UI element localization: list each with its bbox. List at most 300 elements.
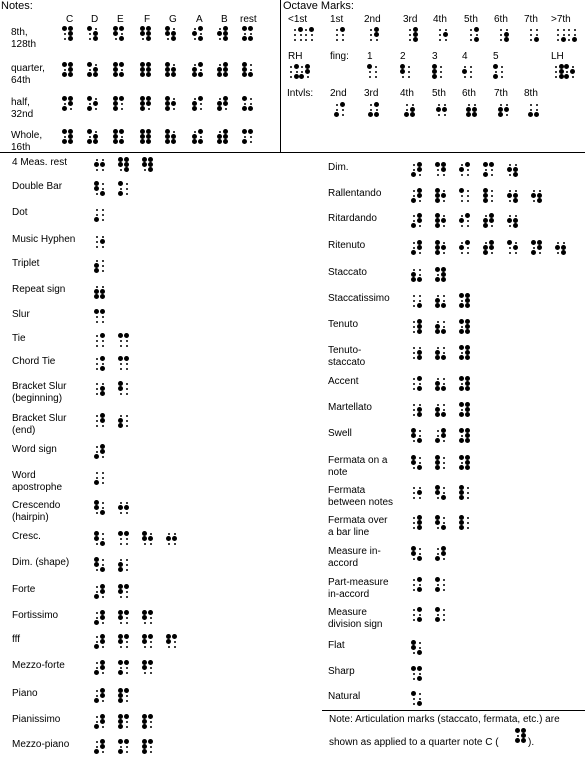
braille-dot-raised — [534, 112, 539, 117]
braille-cell — [94, 444, 104, 460]
braille-dot-flat — [413, 352, 415, 354]
braille-dot-flat — [120, 363, 122, 365]
braille-dot-raised — [242, 72, 247, 77]
braille-cell — [468, 27, 478, 43]
braille-dot-flat — [413, 678, 415, 680]
braille-dot-flat — [375, 66, 377, 68]
braille-dot-raised — [62, 106, 67, 111]
braille-dot-raised — [113, 31, 118, 36]
braille-dot-raised — [572, 37, 577, 42]
braille-dot-raised — [68, 36, 73, 41]
braille-dot-raised — [142, 639, 147, 644]
braille-cell — [435, 293, 445, 309]
braille-dot-flat — [126, 345, 128, 347]
braille-dot-raised — [435, 412, 440, 417]
braille-cell — [367, 64, 377, 80]
braille-dot-flat — [443, 190, 445, 192]
braille-dot-raised — [441, 355, 446, 360]
braille-dot-raised — [441, 303, 446, 308]
braille-dot-raised — [435, 617, 440, 622]
braille-cell — [118, 356, 128, 372]
braille-dot-flat — [121, 103, 123, 105]
braille-dot-flat — [174, 641, 176, 643]
braille-dot-raised — [118, 615, 123, 620]
braille-cell — [94, 688, 104, 704]
braille-cell — [483, 240, 493, 256]
braille-dot-raised — [248, 106, 253, 111]
braille-dot-raised — [166, 639, 171, 644]
braille-dot-flat — [464, 76, 466, 78]
braille-dot-raised — [432, 74, 437, 79]
braille-dot-raised — [417, 556, 422, 561]
braille-dot-raised — [513, 198, 518, 203]
braille-dot-flat — [533, 247, 535, 249]
braille-cell — [437, 27, 447, 43]
braille-dot-raised — [140, 31, 145, 36]
braille-dot-raised — [142, 536, 147, 541]
braille-dot-flat — [557, 39, 559, 41]
braille-dot-flat — [173, 64, 175, 66]
braille-cell — [459, 455, 469, 471]
braille-dot-flat — [305, 39, 307, 41]
braille-dot-flat — [461, 352, 463, 354]
braille-dot-raised — [507, 167, 512, 172]
braille-cell — [165, 26, 175, 42]
braille-dot-raised — [435, 587, 440, 592]
braille-dot-raised — [555, 245, 560, 250]
braille-dot-flat — [413, 609, 415, 611]
braille-dot-flat — [311, 34, 313, 36]
braille-dot-raised — [465, 412, 470, 417]
braille-dot-raised — [441, 433, 446, 438]
symbol-label: Swell — [328, 428, 352, 439]
braille-dot-flat — [506, 104, 508, 106]
braille-dot-flat — [413, 305, 415, 307]
braille-dot-flat — [438, 104, 440, 106]
braille-dot-raised — [374, 102, 379, 107]
braille-dot-flat — [491, 200, 493, 202]
braille-dot-raised — [435, 223, 440, 228]
braille-cell — [217, 96, 227, 112]
braille-dot-raised — [493, 74, 498, 79]
braille-dot-flat — [413, 522, 415, 524]
braille-dot-raised — [417, 303, 422, 308]
braille-dot-raised — [93, 139, 98, 144]
braille-dot-flat — [96, 368, 98, 370]
braille-dot-flat — [467, 195, 469, 197]
braille-cell — [459, 485, 469, 501]
braille-dot-flat — [194, 64, 196, 66]
braille-dot-raised — [441, 329, 446, 334]
braille-dot-raised — [94, 294, 99, 299]
braille-cell — [165, 129, 175, 145]
braille-dot-flat — [126, 193, 128, 195]
fingering-number: 2 — [400, 51, 406, 62]
braille-dot-raised — [100, 191, 105, 196]
braille-dot-flat — [557, 252, 559, 254]
braille-dot-raised — [142, 615, 147, 620]
braille-cell — [94, 381, 104, 397]
braille-dot-flat — [413, 409, 415, 411]
symbol-label: Tenuto- staccato — [328, 345, 366, 368]
braille-dot-flat — [461, 242, 463, 244]
braille-dot-raised — [248, 26, 253, 31]
interval-column-header: 8th — [524, 88, 538, 99]
braille-dot-flat — [300, 39, 302, 41]
braille-dot-raised — [515, 728, 520, 733]
note-column-header: B — [221, 14, 228, 25]
braille-dot-flat — [574, 34, 576, 36]
braille-cell — [217, 62, 227, 78]
braille-dot-flat — [96, 569, 98, 571]
fing-label: fing: — [330, 51, 349, 62]
braille-dot-flat — [96, 214, 98, 216]
braille-cell — [553, 64, 563, 80]
braille-dot-flat — [126, 672, 128, 674]
braille-dot-flat — [294, 39, 296, 41]
braille-dot-flat — [470, 29, 472, 31]
braille-dot-raised — [100, 294, 105, 299]
braille-dot-flat — [64, 69, 66, 71]
braille-dot-flat — [250, 141, 252, 143]
braille-dot-raised — [374, 32, 379, 37]
braille-dot-raised — [459, 438, 464, 443]
braille-dot-raised — [459, 465, 464, 470]
braille-dot-raised — [459, 525, 464, 530]
braille-dot-flat — [168, 646, 170, 648]
braille-dot-flat — [413, 378, 415, 380]
braille-dot-raised — [513, 245, 518, 250]
symbol-label: Dim. — [328, 162, 349, 173]
braille-cell — [435, 188, 445, 204]
braille-dot-flat — [530, 39, 532, 41]
braille-dot-raised — [124, 505, 129, 510]
braille-dot-flat — [443, 609, 445, 611]
braille-dot-flat — [126, 415, 128, 417]
braille-dot-flat — [437, 584, 439, 586]
braille-dot-raised — [459, 329, 464, 334]
braille-dot-raised — [537, 245, 542, 250]
braille-dot-raised — [192, 31, 197, 36]
braille-dot-flat — [555, 66, 557, 68]
braille-dot-raised — [459, 293, 464, 298]
braille-dot-raised — [68, 72, 73, 77]
braille-cell — [483, 162, 493, 178]
symbol-label: Bracket Slur (end) — [12, 413, 67, 436]
braille-dot-flat — [96, 512, 98, 514]
articulation-note-line-2: shown as applied to a quarter note C ( — [329, 737, 499, 748]
braille-dot-flat — [515, 190, 517, 192]
braille-dot-flat — [413, 698, 415, 700]
braille-dot-raised — [309, 27, 314, 32]
braille-dot-flat — [250, 136, 252, 138]
braille-dot-raised — [100, 391, 105, 396]
braille-dot-raised — [94, 162, 99, 167]
braille-dot-raised — [435, 355, 440, 360]
braille-dot-raised — [198, 129, 203, 134]
braille-cell — [118, 531, 128, 547]
braille-dot-flat — [120, 345, 122, 347]
braille-dot-flat — [96, 543, 98, 545]
braille-dot-flat — [126, 695, 128, 697]
braille-cell — [288, 64, 298, 80]
braille-dot-flat — [120, 559, 122, 561]
braille-dot-flat — [120, 538, 122, 540]
braille-dot-raised — [242, 106, 247, 111]
braille-dot-flat — [96, 420, 98, 422]
braille-dot-raised — [462, 69, 467, 74]
braille-dot-flat — [572, 66, 574, 68]
braille-dot-raised — [413, 37, 418, 42]
braille-dot-raised — [465, 386, 470, 391]
braille-dot-raised — [119, 26, 124, 31]
braille-dot-flat — [557, 34, 559, 36]
braille-dot-flat — [244, 136, 246, 138]
braille-dot-raised — [119, 96, 124, 101]
braille-dot-raised — [94, 620, 99, 625]
braille-dot-raised — [305, 69, 310, 74]
braille-cell — [334, 27, 344, 43]
symbol-label: Pianissimo — [12, 714, 61, 725]
note-column-header: C — [66, 14, 74, 25]
braille-dot-raised — [94, 309, 99, 314]
braille-dot-flat — [300, 34, 302, 36]
braille-dot-flat — [419, 584, 421, 586]
braille-dot-raised — [124, 688, 129, 693]
braille-dot-flat — [443, 522, 445, 524]
braille-dot-flat — [120, 340, 122, 342]
braille-dot-raised — [223, 101, 228, 106]
braille-dot-flat — [126, 746, 128, 748]
braille-dot-flat — [461, 383, 463, 385]
braille-dot-flat — [200, 69, 202, 71]
braille-dot-flat — [96, 316, 98, 318]
braille-dot-flat — [126, 646, 128, 648]
braille-dot-flat — [194, 131, 196, 133]
braille-dot-flat — [126, 388, 128, 390]
braille-dot-flat — [409, 34, 411, 36]
braille-dot-raised — [192, 106, 197, 111]
braille-dot-raised — [435, 386, 440, 391]
braille-dot-raised — [198, 96, 203, 101]
braille-dot-raised — [410, 112, 415, 117]
symbol-label: Tenuto — [328, 319, 359, 330]
octave-column-header: 6th — [494, 14, 508, 25]
braille-dot-flat — [102, 363, 104, 365]
lh-label: LH — [551, 51, 564, 62]
braille-dot-flat — [509, 174, 511, 176]
braille-dot-flat — [102, 236, 104, 238]
braille-cell — [142, 660, 152, 676]
braille-dot-flat — [491, 225, 493, 227]
braille-dot-flat — [126, 564, 128, 566]
braille-dot-flat — [370, 109, 372, 111]
braille-dot-flat — [443, 404, 445, 406]
braille-dot-flat — [419, 347, 421, 349]
braille-cell — [435, 607, 445, 623]
braille-dot-flat — [336, 34, 338, 36]
braille-dot-flat — [126, 726, 128, 728]
braille-dot-raised — [459, 376, 464, 381]
braille-dot-flat — [121, 108, 123, 110]
braille-dot-flat — [443, 440, 445, 442]
braille-dot-flat — [126, 512, 128, 514]
braille-cell — [94, 157, 104, 173]
braille-cell — [411, 240, 421, 256]
braille-dot-flat — [96, 690, 98, 692]
braille-dot-raised — [417, 676, 422, 681]
symbol-label: Ritenuto — [328, 240, 366, 251]
braille-dot-flat — [96, 335, 98, 337]
braille-dot-raised — [124, 714, 129, 719]
braille-dot-flat — [96, 383, 98, 385]
braille-dot-raised — [459, 319, 464, 324]
braille-dot-flat — [437, 169, 439, 171]
braille-dot-flat — [461, 174, 463, 176]
braille-dot-flat — [370, 104, 372, 106]
braille-dot-raised — [100, 719, 105, 724]
braille-cell — [192, 62, 202, 78]
braille-dot-raised — [100, 162, 105, 167]
braille-dot-raised — [435, 520, 440, 525]
braille-dot-flat — [144, 646, 146, 648]
braille-dot-raised — [87, 72, 92, 77]
braille-cell — [459, 402, 469, 418]
braille-dot-flat — [96, 345, 98, 347]
braille-dot-flat — [126, 420, 128, 422]
braille-cell — [118, 181, 128, 197]
braille-cell — [94, 413, 104, 429]
symbol-label: 4 Meas. rest — [12, 157, 68, 168]
braille-dot-flat — [96, 667, 98, 669]
braille-cell — [459, 345, 469, 361]
braille-dot-raised — [148, 610, 153, 615]
braille-dot-raised — [118, 749, 123, 754]
braille-dot-raised — [411, 433, 416, 438]
braille-dot-raised — [417, 193, 422, 198]
symbol-label: Dim. (shape) — [12, 557, 70, 568]
braille-dot-raised — [417, 355, 422, 360]
braille-dot-raised — [217, 72, 222, 77]
braille-dot-flat — [501, 66, 503, 68]
braille-cell — [411, 666, 421, 682]
braille-cell — [411, 577, 421, 593]
braille-dot-flat — [467, 174, 469, 176]
braille-dot-flat — [244, 33, 246, 35]
octave-column-header: >7th — [551, 14, 571, 25]
braille-dot-flat — [563, 29, 565, 31]
braille-dot-flat — [568, 39, 570, 41]
braille-dot-flat — [250, 69, 252, 71]
braille-dot-flat — [539, 252, 541, 254]
braille-cell — [498, 27, 508, 43]
braille-dot-raised — [100, 356, 105, 361]
octave-title: Octave Marks: — [283, 0, 354, 12]
braille-cell — [555, 27, 565, 43]
braille-dot-raised — [465, 438, 470, 443]
braille-cell — [435, 162, 445, 178]
braille-dot-raised — [367, 64, 372, 69]
braille-cell — [94, 258, 104, 274]
braille-cell — [94, 500, 104, 516]
braille-dot-flat — [102, 672, 104, 674]
braille-dot-flat — [443, 174, 445, 176]
braille-dot-raised — [435, 250, 440, 255]
braille-cell — [411, 607, 421, 623]
braille-dot-raised — [435, 277, 440, 282]
braille-cell — [118, 634, 128, 650]
braille-cell — [400, 64, 410, 80]
braille-dot-flat — [439, 34, 441, 36]
braille-dot-flat — [194, 38, 196, 40]
articulation-note-line-1: Note: Articulation marks (staccato, fermata, etc.) are — [329, 714, 560, 725]
braille-dot-raised — [441, 218, 446, 223]
braille-dot-raised — [140, 139, 145, 144]
braille-dot-flat — [126, 596, 128, 598]
braille-cell — [94, 610, 104, 626]
symbol-label: Fermata on a note — [328, 455, 388, 478]
symbol-label: Fermata over a bar line — [328, 515, 388, 538]
braille-dot-flat — [419, 457, 421, 459]
braille-dot-flat — [96, 721, 98, 723]
braille-dot-raised — [465, 213, 470, 218]
braille-dot-flat — [102, 564, 104, 566]
braille-dot-flat — [437, 548, 439, 550]
braille-dot-raised — [459, 386, 464, 391]
braille-cell — [459, 213, 469, 229]
braille-dot-flat — [485, 215, 487, 217]
braille-dot-flat — [219, 28, 221, 30]
braille-cell — [411, 546, 421, 562]
braille-dot-raised — [140, 106, 145, 111]
braille-dot-flat — [509, 247, 511, 249]
braille-cell — [140, 26, 150, 42]
braille-cell — [94, 634, 104, 650]
braille-dot-flat — [375, 71, 377, 73]
braille-dot-raised — [148, 739, 153, 744]
braille-dot-flat — [294, 34, 296, 36]
braille-cell — [94, 739, 104, 755]
braille-dot-flat — [485, 242, 487, 244]
braille-dot-raised — [124, 167, 129, 172]
braille-dot-flat — [419, 200, 421, 202]
braille-dot-flat — [536, 29, 538, 31]
braille-dot-raised — [146, 72, 151, 77]
braille-dot-flat — [413, 673, 415, 675]
braille-dot-raised — [441, 386, 446, 391]
braille-dot-raised — [198, 26, 203, 31]
braille-dot-flat — [413, 247, 415, 249]
braille-dot-flat — [150, 533, 152, 535]
braille-dot-flat — [96, 340, 98, 342]
braille-dot-flat — [413, 169, 415, 171]
braille-cell — [118, 413, 128, 429]
braille-dot-raised — [118, 589, 123, 594]
braille-dot-flat — [443, 589, 445, 591]
braille-dot-raised — [113, 106, 118, 111]
braille-dot-raised — [118, 724, 123, 729]
braille-dot-flat — [501, 71, 503, 73]
braille-dot-raised — [441, 525, 446, 530]
braille-cell — [404, 102, 414, 118]
symbol-label: Accent — [328, 376, 359, 387]
braille-dot-flat — [443, 378, 445, 380]
braille-cell — [118, 610, 128, 626]
braille-cell — [292, 27, 302, 43]
braille-dot-flat — [173, 28, 175, 30]
braille-dot-flat — [445, 39, 447, 41]
braille-dot-flat — [120, 746, 122, 748]
